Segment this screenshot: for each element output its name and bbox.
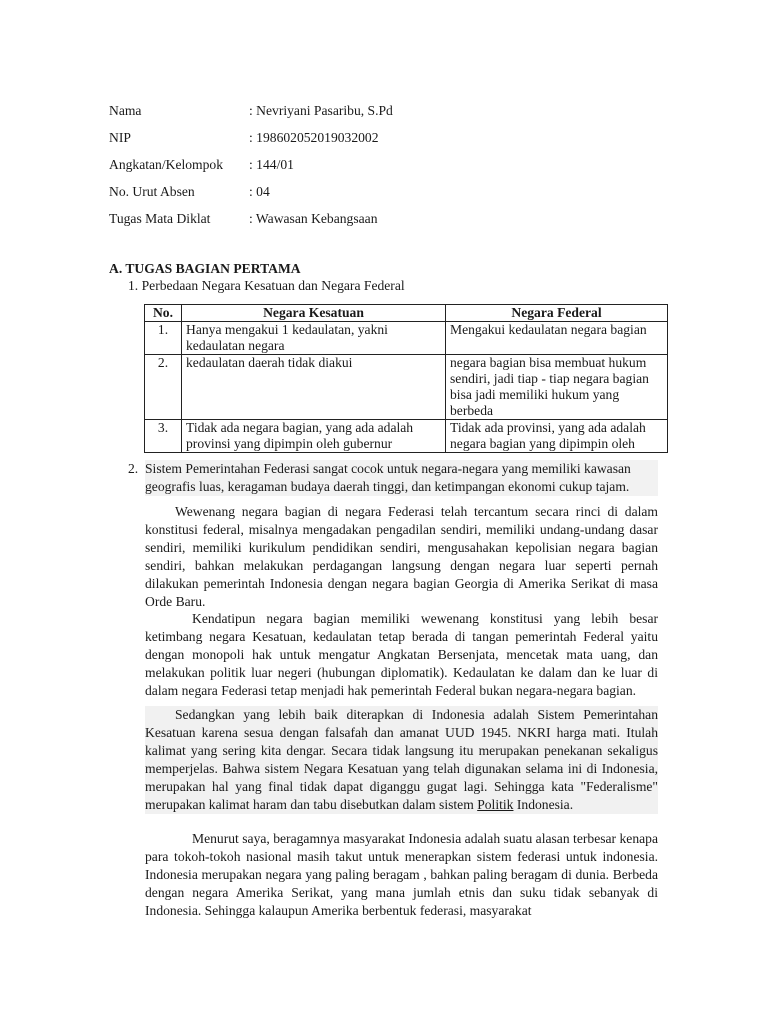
identity-block xyxy=(109,101,393,236)
paragraph-text-end: Indonesia. xyxy=(513,797,574,812)
cell-kesatuan: Hanya mengakui 1 kedaulatan, yakni kedaulatan negara xyxy=(182,322,446,355)
cell-no: 1. xyxy=(145,322,182,355)
identity-label: No. Urut Absen xyxy=(109,184,195,199)
cell-federal: Mengakui kedaulatan negara bagian xyxy=(446,322,668,355)
identity-value: : 198602052019032002 xyxy=(249,130,379,145)
identity-row-nip xyxy=(109,128,393,155)
table-row xyxy=(145,355,668,420)
list-item-2 xyxy=(128,460,658,496)
paragraph-4 xyxy=(145,830,658,920)
cell-federal xyxy=(446,420,668,453)
paragraph-text: Menurut saya, beragamnya masyarakat Indonesia adalah suatu alasan terbesar kenapa para tokoh-tokoh nasional masih takut untuk menerapkan sistem federasi untuk indonesia. Indonesia merupakan negara yang paling beragam , bahkan paling beragam di dunia. Berbeda dengan negara Amerika Serikat, yang mana jumlah etnis dan suku tidak sebanyak di Indonesia. Sehingga kalaupun Amerika berbentuk federasi, masyarakat xyxy=(145,831,658,918)
list-number: 2. xyxy=(128,461,139,476)
identity-value: : Nevriyani Pasaribu, S.Pd xyxy=(249,103,393,118)
cell-kesatuan: kedaulatan daerah tidak diakui xyxy=(182,355,446,420)
cell-no: 2. xyxy=(145,355,182,420)
identity-value: : Wawasan Kebangsaan xyxy=(249,211,378,226)
cell-federal-text: Tidak ada provinsi, yang ada adalah negara bagian yang dipimpin oleh xyxy=(450,420,646,451)
identity-label: Angkatan/Kelompok xyxy=(109,157,224,172)
header-federal: Negara Federal xyxy=(446,305,668,322)
identity-row-tugas xyxy=(109,209,393,236)
politik-link[interactable]: Politik xyxy=(477,797,514,812)
cell-kesatuan: Tidak ada negara bagian, yang ada adalah provinsi yang dipimpin oleh gubernur xyxy=(182,420,446,453)
identity-row-angkatan xyxy=(109,155,393,182)
identity-value: : 144/01 xyxy=(249,157,294,172)
paragraph-2 xyxy=(145,610,658,700)
comparison-table xyxy=(144,304,668,453)
table-row xyxy=(145,322,668,355)
cell-no: 3. xyxy=(145,420,182,453)
paragraph-text: Kendatipun negara bagian memiliki wewenang konstitusi yang lebih besar ketimbang negara Kesatuan, kedaulatan tetap berada di tangan pemerintah Federal yaitu dengan monopoli hak untuk mengatur Angkatan Bersenjata, mencetak mata uang, dan melakukan politik luar negeri (hubungan diplomatik). Kedaulatan ke dalam dan ke luar di dalam negara Federasi tetap menjadi hak pemerintah Federal bukan negara-negara bagian. xyxy=(145,611,658,698)
header-no: No. xyxy=(145,305,182,322)
list-item-text: Sistem Pemerintahan Federasi sangat cocok untuk negara-negara yang memiliki kawasan geografis luas, keragaman budaya daerah tinggi, dan ketimpangan ekonomi cukup tajam. xyxy=(145,460,658,496)
identity-label: Nama xyxy=(109,103,142,118)
identity-value: : 04 xyxy=(249,184,270,199)
paragraph-text: Wewenang negara bagian di negara Federasi telah tercantum secara rinci di dalam konstitusi federal, misalnya mengadakan pengadilan sendiri, memiliki undang-undang dasar sendiri, memiliki kurikulum pendidikan sendiri, mengusahakan kepolisian negara bagian sendiri, bahkan melakukan perdagangan langsung dengan negara luar seperti pernah dilakukan pemerintah Indonesia dengan negara bagian Georgia di Amerika Serikat di masa Orde Baru. xyxy=(145,504,658,609)
identity-row-absen xyxy=(109,182,393,209)
paragraph-1 xyxy=(145,503,658,611)
header-kesatuan: Negara Kesatuan xyxy=(182,305,446,322)
identity-row-nama xyxy=(109,101,393,128)
identity-label: NIP xyxy=(109,130,131,145)
table-header-row xyxy=(145,305,668,322)
paragraph-3 xyxy=(145,706,658,814)
paragraph-text xyxy=(145,706,658,814)
table-row xyxy=(145,420,668,453)
list-item-1: 1. Perbedaan Negara Kesatuan dan Negara Federal xyxy=(128,278,405,293)
paragraph-text-start: Sedangkan yang lebih baik diterapkan di Indonesia adalah Sistem Pemerintahan Kesatuan karena sesua dengan falsafah dan amanat UUD 1945. NKRI harga mati. Itulah kalimat yang sering kita dengar. Secara tidak langsung itu merupakan penekanan sekaligus memperjelas. Bahwa sistem Negara Kesatuan yang telah digunakan selama ini di Indonesia, merupakan hal yang final tidak dapat diganggu gugat lagi. Sehingga kata "Federalisme" merupakan kalimat haram dan tabu disebutkan dalam sistem xyxy=(145,707,658,812)
identity-label: Tugas Mata Diklat xyxy=(109,211,211,226)
cell-federal: negara bagian bisa membuat hukum sendiri, jadi tiap - tiap negara bagian bisa jadi memiliki hukum yang berbeda xyxy=(446,355,668,420)
section-heading: A. TUGAS BAGIAN PERTAMA xyxy=(109,261,301,276)
